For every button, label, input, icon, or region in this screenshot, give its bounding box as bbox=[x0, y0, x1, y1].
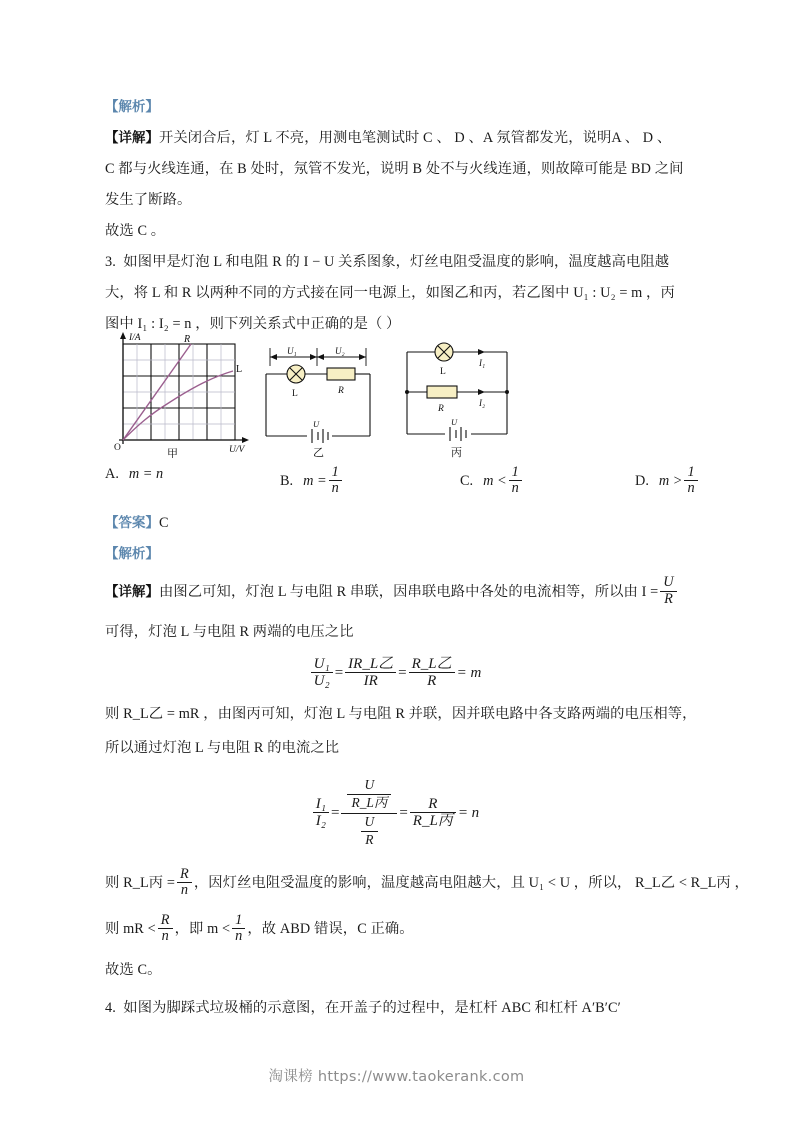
parallel-current2-label: I₂ bbox=[479, 398, 486, 408]
formula2-lhs-den: I₂ bbox=[315, 812, 327, 829]
formula-voltage-ratio bbox=[105, 657, 685, 690]
iu-graph-svg bbox=[105, 326, 255, 458]
q2-conclusion bbox=[105, 216, 685, 247]
q2-detail-line-1 bbox=[105, 123, 685, 154]
q3-stem-text-3: 图中 I₁ : I₂ = n ，则下列关系式中正确的是（ ） bbox=[105, 316, 401, 332]
figure-series-circuit bbox=[260, 326, 382, 463]
formula2-lhs-fraction bbox=[313, 796, 329, 829]
line5-denominator: n bbox=[180, 882, 189, 899]
q2-detail-line-2 bbox=[105, 154, 685, 185]
option-c-numerator: 1 bbox=[509, 465, 522, 481]
q3-sol-line-4 bbox=[105, 732, 685, 765]
q3-sol-text-6c: ，故 ABD 错误，C 正确。 bbox=[247, 921, 414, 938]
line6-fraction-2 bbox=[232, 913, 245, 945]
formula1-right-num: R_L乙 bbox=[409, 656, 455, 673]
option-b-numerator: 1 bbox=[329, 465, 342, 481]
ohms-law-fraction bbox=[660, 575, 676, 607]
junction-dot-left bbox=[405, 390, 409, 394]
q3-sol-text-5a: 则 R_L丙 = bbox=[105, 875, 176, 892]
q2-detail-text-3: 发生了断路。 bbox=[105, 192, 192, 208]
series-caption: 乙 bbox=[313, 447, 324, 458]
answer-tag: 【答案】 bbox=[105, 516, 159, 531]
option-c-label: C. bbox=[460, 473, 474, 490]
parallel-battery-label: U bbox=[451, 417, 458, 427]
current-arrow-1 bbox=[478, 349, 485, 355]
parallel-circuit-svg bbox=[395, 326, 530, 458]
q2-detail-text-1: 开关闭合后，灯 L 不亮，用测电笔测试时 C 、 D 、A 氖管都发光，说明A 、 D 、 bbox=[158, 130, 672, 146]
figure-group bbox=[105, 326, 685, 458]
series-lamp-label: L bbox=[292, 389, 298, 399]
formula1-lhs-fraction bbox=[311, 656, 333, 689]
formula1-right-fraction bbox=[409, 656, 455, 689]
solution-block-q3 bbox=[105, 508, 749, 1028]
formula2-right-fraction bbox=[410, 796, 456, 829]
formula2-eq-2: = bbox=[399, 805, 408, 822]
formula2-inner-bottom-den: R bbox=[365, 831, 374, 847]
line6-f2-denominator: n bbox=[235, 928, 243, 945]
ohms-law-denominator: R bbox=[664, 590, 673, 607]
q3-conclusion bbox=[105, 952, 685, 988]
resistor-symbol bbox=[327, 368, 355, 380]
formula2-lhs-num: I₁ bbox=[313, 796, 329, 813]
q3-sol-text-2: 可得，灯泡 L 与电阻 R 两端的电压之比 bbox=[105, 624, 354, 640]
q3-stem-text-1: 如图甲是灯泡 L 和电阻 R 的 I − U 关系图象，灯丝电阻受温度的影响，温度越高电阻越 bbox=[123, 254, 670, 270]
parallel-current1-label: I₁ bbox=[479, 358, 486, 368]
x-axis-arrow bbox=[242, 437, 249, 443]
formula1-mid-den: IR bbox=[363, 672, 378, 689]
current-arrow-2 bbox=[478, 389, 485, 395]
option-c[interactable] bbox=[460, 463, 524, 498]
formula2-eq-1: = bbox=[331, 805, 340, 822]
q3-stem-line-2 bbox=[105, 278, 685, 309]
solution-block-q2 bbox=[105, 92, 685, 340]
answer-value: C bbox=[158, 515, 169, 531]
analysis-tag: 【解析】 bbox=[105, 547, 159, 562]
option-c-denominator: n bbox=[511, 480, 519, 497]
line6-f1-numerator: R bbox=[158, 913, 173, 929]
formula1-right-den: R bbox=[427, 672, 437, 689]
answer-options-row bbox=[105, 463, 705, 506]
formula2-right-den: R_L丙 bbox=[412, 812, 453, 829]
series-battery-label: U bbox=[313, 419, 320, 429]
formula1-eq-2: = bbox=[398, 665, 407, 682]
q3-stem-text-2: 大，将 L 和 R 以两种不同的方式接在同一电源上，如图乙和丙，若乙图中 U₁ : U₂ = m ，丙 bbox=[105, 285, 675, 301]
option-a[interactable] bbox=[105, 466, 163, 483]
q3-sol-text-6a: 则 mR < bbox=[105, 921, 156, 938]
option-d-numerator: 1 bbox=[684, 465, 697, 481]
option-d-lhs: m > bbox=[658, 473, 683, 490]
series-resistor-label: R bbox=[338, 386, 344, 396]
line6-f2-numerator: 1 bbox=[232, 913, 245, 929]
analysis-tag: 【解析】 bbox=[105, 100, 159, 115]
formula2-nested-fraction bbox=[341, 777, 397, 850]
formula-current-ratio bbox=[105, 777, 685, 850]
series-circuit-svg bbox=[260, 326, 382, 458]
graph-x-label: U/V bbox=[229, 445, 245, 455]
q3-conclusion-text: 故选 C。 bbox=[105, 962, 162, 979]
q2-detail-line-3 bbox=[105, 185, 685, 216]
q3-stem-line-1 bbox=[105, 247, 685, 278]
formula2-outer-numerator bbox=[341, 777, 397, 814]
q3-sol-line-3 bbox=[105, 696, 697, 732]
formula2-right-num: R bbox=[410, 796, 456, 813]
ohms-law-numerator: U bbox=[660, 575, 676, 591]
option-d-label: D. bbox=[635, 473, 649, 490]
series-dim1-label: U₁ bbox=[287, 346, 297, 356]
dim-arrow-right-2 bbox=[359, 354, 366, 360]
line6-f1-denominator: n bbox=[161, 928, 169, 945]
q4-number: 4. bbox=[105, 1000, 116, 1017]
q3-sol-text-6b: ，即 m < bbox=[174, 921, 231, 938]
option-d-denominator: n bbox=[687, 480, 695, 497]
option-d-fraction bbox=[684, 465, 697, 497]
formula2-inner-top-num: U bbox=[347, 777, 391, 795]
dim-arrow-right-1 bbox=[310, 354, 317, 360]
option-a-label: A. bbox=[105, 466, 119, 482]
figure-parallel-circuit bbox=[395, 326, 530, 463]
graph-label-R: R bbox=[184, 334, 191, 345]
q3-number: 3. bbox=[105, 254, 116, 270]
detail-tag: 【详解】 bbox=[105, 585, 159, 600]
q2-detail-text-2: C 都与火线连通，在 B 处时，氖管不发光，说明 B 处不与火线连通，则故障可能是 BD 之间 bbox=[105, 161, 684, 177]
resistor-symbol bbox=[427, 386, 457, 398]
line5-fraction bbox=[177, 867, 192, 899]
parallel-resistor-label: R bbox=[438, 404, 444, 414]
formula1-mid-fraction bbox=[345, 656, 396, 689]
q3-analysis-tag-line bbox=[105, 539, 685, 570]
q3-sol-text-4: 所以通过灯泡 L 与电阻 R 的电流之比 bbox=[105, 740, 340, 757]
option-b-denominator: n bbox=[331, 480, 339, 497]
formula1-lhs-num: U₁ bbox=[311, 656, 333, 673]
graph-caption: 甲 bbox=[167, 448, 178, 458]
q4-stem-text: 如图为脚踩式垃圾桶的示意图，在开盖子的过程中，是杠杆 ABC 和杠杆 A′B′C′ bbox=[123, 1000, 621, 1017]
q3-sol-text-1: 由图乙可知，灯泡 L 与电阻 R 串联，因串联电路中各处的电流相等，所以由 I = bbox=[158, 584, 659, 600]
watermark-text: 淘课榜 https://www.taokerank.com bbox=[268, 1069, 525, 1085]
formula2-inner-top-den: R_L丙 bbox=[351, 794, 388, 810]
formula2-inner-fraction-bottom bbox=[361, 814, 379, 848]
option-c-lhs: m < bbox=[483, 473, 507, 490]
watermark bbox=[0, 1065, 793, 1086]
q3-sol-line-6 bbox=[105, 906, 685, 952]
option-b-lhs: m = bbox=[303, 473, 327, 490]
q3-sol-line-1 bbox=[105, 570, 685, 615]
graph-y-label: I/A bbox=[129, 333, 141, 343]
formula2-inner-bottom-num: U bbox=[361, 814, 379, 832]
q3-sol-text-5b: ，因灯丝电阻受温度的影响，温度越高电阻越大，且 U₁ < U ，所以， R_L乙 < R_L丙 ， bbox=[193, 875, 749, 892]
q3-answer-line bbox=[105, 508, 685, 539]
line6-fraction-1 bbox=[158, 913, 173, 945]
graph-label-L: L bbox=[236, 364, 243, 375]
detail-tag: 【详解】 bbox=[105, 131, 159, 146]
formula1-lhs-den: U₂ bbox=[313, 672, 330, 689]
q3-sol-line-5 bbox=[105, 860, 749, 906]
formula2-inner-fraction-top bbox=[347, 777, 391, 811]
curve-lamp-L bbox=[123, 371, 233, 440]
option-b-fraction bbox=[329, 465, 342, 497]
option-b[interactable] bbox=[280, 463, 344, 498]
option-a-expression: m = n bbox=[128, 466, 164, 482]
q2-conclusion-text: 故选 C 。 bbox=[105, 223, 166, 239]
figure-iu-graph bbox=[105, 326, 255, 463]
dim-arrow-left-1 bbox=[270, 354, 277, 360]
option-c-fraction bbox=[509, 465, 522, 497]
formula1-eq-1: = bbox=[334, 665, 344, 682]
q3-sol-text-3: 则 R_L乙 = mR ，由图丙可知，灯泡 L 与电阻 R 并联，因并联电路中各支路两端的电压相等， bbox=[105, 706, 697, 723]
option-b-label: B. bbox=[280, 473, 294, 490]
parallel-lamp-label: L bbox=[440, 367, 446, 377]
junction-dot-right bbox=[505, 390, 509, 394]
formula1-mid-num: IR_L乙 bbox=[345, 656, 396, 673]
formula1-eq-3: = m bbox=[456, 665, 482, 682]
dim-arrow-left-2 bbox=[317, 354, 324, 360]
parallel-caption: 丙 bbox=[451, 447, 462, 458]
graph-origin-label: O bbox=[114, 443, 121, 453]
line5-numerator: R bbox=[177, 867, 192, 883]
series-dim2-label: U₂ bbox=[335, 346, 345, 356]
q3-sol-line-2 bbox=[105, 615, 685, 649]
q2-analysis-tag-line bbox=[105, 92, 685, 123]
formula2-outer-denominator bbox=[341, 814, 397, 850]
q4-stem-line bbox=[105, 988, 685, 1028]
formula2-eq-3: = n bbox=[457, 805, 480, 822]
y-axis-arrow bbox=[120, 332, 126, 339]
option-d[interactable] bbox=[635, 463, 700, 498]
